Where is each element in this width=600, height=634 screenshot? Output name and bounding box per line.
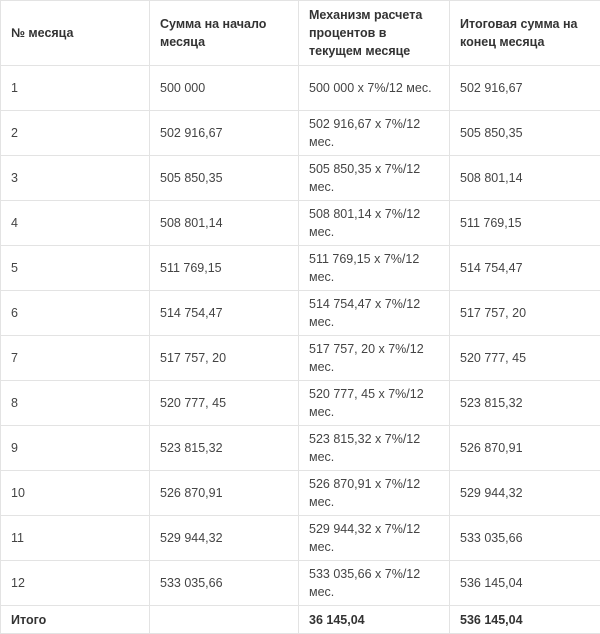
cell-start-amount: 533 035,66	[150, 561, 299, 606]
cell-interest-mechanism: 520 777, 45 х 7%/12 мес.	[299, 381, 450, 426]
total-start-amount	[150, 606, 299, 634]
cell-month-number: 12	[1, 561, 150, 606]
cell-end-amount: 536 145,04	[450, 561, 600, 606]
cell-interest-mechanism: 517 757, 20 х 7%/12 мес.	[299, 336, 450, 381]
cell-interest-mechanism: 508 801,14 х 7%/12 мес.	[299, 201, 450, 246]
cell-end-amount: 529 944,32	[450, 471, 600, 516]
cell-month-number: 10	[1, 471, 150, 516]
cell-end-amount: 505 850,35	[450, 111, 600, 156]
table-row	[1, 111, 600, 156]
cell-start-amount: 523 815,32	[150, 426, 299, 471]
table-row	[1, 201, 600, 246]
table-row	[1, 561, 600, 606]
cell-start-amount: 511 769,15	[150, 246, 299, 291]
cell-month-number: 3	[1, 156, 150, 201]
table-row	[1, 336, 600, 381]
total-row	[1, 606, 600, 634]
table-row	[1, 426, 600, 471]
cell-end-amount: 511 769,15	[450, 201, 600, 246]
cell-end-amount: 526 870,91	[450, 426, 600, 471]
cell-start-amount: 517 757, 20	[150, 336, 299, 381]
cell-month-number: 2	[1, 111, 150, 156]
cell-interest-mechanism: 502 916,67 х 7%/12 мес.	[299, 111, 450, 156]
cell-end-amount: 502 916,67	[450, 66, 600, 111]
table-row	[1, 66, 600, 111]
cell-end-amount: 508 801,14	[450, 156, 600, 201]
total-interest: 36 145,04	[299, 606, 450, 634]
cell-month-number: 7	[1, 336, 150, 381]
cell-start-amount: 526 870,91	[150, 471, 299, 516]
table-row	[1, 291, 600, 336]
cell-interest-mechanism: 529 944,32 х 7%/12 мес.	[299, 516, 450, 561]
header-start-amount: Сумма на начало месяца	[150, 1, 299, 66]
cell-end-amount: 514 754,47	[450, 246, 600, 291]
header-end-amount: Итоговая сумма на конец месяца	[450, 1, 600, 66]
cell-interest-mechanism: 533 035,66 х 7%/12 мес.	[299, 561, 450, 606]
cell-end-amount: 523 815,32	[450, 381, 600, 426]
cell-start-amount: 514 754,47	[150, 291, 299, 336]
cell-month-number: 5	[1, 246, 150, 291]
header-interest-mechanism: Механизм расчета процентов в текущем месяце	[299, 1, 450, 66]
cell-interest-mechanism: 500 000 х 7%/12 мес.	[299, 66, 450, 111]
total-end-amount: 536 145,04	[450, 606, 600, 634]
table-row	[1, 381, 600, 426]
cell-interest-mechanism: 505 850,35 х 7%/12 мес.	[299, 156, 450, 201]
total-label: Итого	[1, 606, 150, 634]
cell-interest-mechanism: 523 815,32 х 7%/12 мес.	[299, 426, 450, 471]
table-row	[1, 516, 600, 561]
cell-end-amount: 520 777, 45	[450, 336, 600, 381]
cell-month-number: 1	[1, 66, 150, 111]
cell-start-amount: 505 850,35	[150, 156, 299, 201]
cell-start-amount: 529 944,32	[150, 516, 299, 561]
cell-month-number: 8	[1, 381, 150, 426]
cell-month-number: 6	[1, 291, 150, 336]
cell-interest-mechanism: 511 769,15 х 7%/12 мес.	[299, 246, 450, 291]
cell-end-amount: 517 757, 20	[450, 291, 600, 336]
cell-start-amount: 500 000	[150, 66, 299, 111]
table-header-row	[1, 1, 600, 66]
cell-start-amount: 502 916,67	[150, 111, 299, 156]
table-row	[1, 246, 600, 291]
cell-month-number: 4	[1, 201, 150, 246]
cell-month-number: 9	[1, 426, 150, 471]
cell-start-amount: 520 777, 45	[150, 381, 299, 426]
table-row	[1, 471, 600, 516]
table-row	[1, 156, 600, 201]
cell-interest-mechanism: 526 870,91 х 7%/12 мес.	[299, 471, 450, 516]
header-month-number: № месяца	[1, 1, 150, 66]
cell-start-amount: 508 801,14	[150, 201, 299, 246]
table-body	[1, 66, 600, 606]
cell-interest-mechanism: 514 754,47 х 7%/12 мес.	[299, 291, 450, 336]
cell-month-number: 11	[1, 516, 150, 561]
cell-end-amount: 533 035,66	[450, 516, 600, 561]
